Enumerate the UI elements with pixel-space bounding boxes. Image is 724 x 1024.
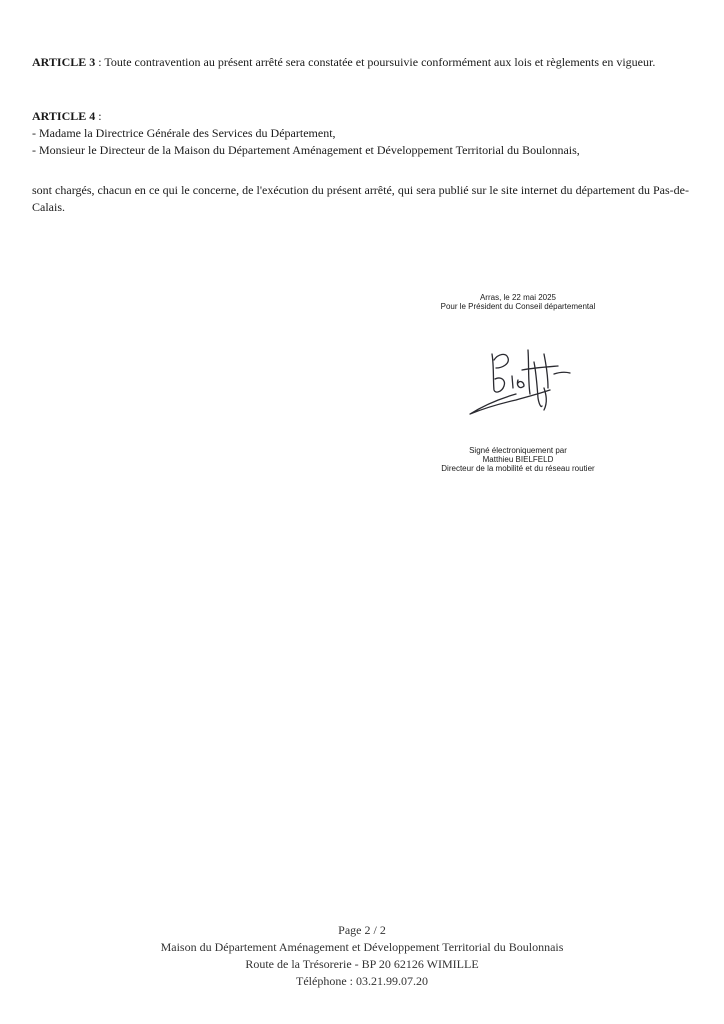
place-date: Arras, le 22 mai 2025 — [479, 293, 557, 302]
footer-phone: Téléphone : 03.21.99.07.20 — [296, 974, 428, 988]
signed-label: Signé électroniquement par — [469, 446, 567, 455]
signature-footer — [418, 446, 618, 473]
article-4-suffix: : — [95, 109, 102, 123]
article-4-heading — [32, 108, 689, 125]
article-3-paragraph — [32, 54, 689, 71]
article-4-label: ARTICLE 4 — [32, 109, 96, 123]
article-4 — [32, 108, 689, 159]
signer-title: Directeur de la mobilité et du réseau routier — [441, 464, 595, 473]
page-footer — [0, 922, 724, 990]
footer-organization: Maison du Département Aménagement et Développement Territorial du Boulonnais — [160, 940, 564, 954]
closing-text: sont chargés, chacun en ce qui le concerne, de l'exécution du présent arrêté, qui sera publié sur le site internet du département du Pas-de-Calais. — [32, 183, 689, 214]
signer-name: Matthieu BIELFELD — [482, 455, 554, 464]
article-4-item-2: - Monsieur le Directeur de la Maison du Département Aménagement et Développement Territorial du Boulonnais, — [32, 143, 580, 157]
on-behalf: Pour le Président du Conseil départemental — [440, 302, 596, 311]
footer-address: Route de la Trésorerie - BP 20 62126 WIMILLE — [245, 957, 479, 971]
signature-header — [418, 293, 618, 311]
handwritten-signature — [458, 342, 578, 422]
article-4-item-1: - Madame la Directrice Générale des Services du Département, — [32, 126, 336, 140]
closing-paragraph — [32, 182, 689, 216]
article-3-label: ARTICLE 3 — [32, 55, 96, 69]
article-3-text: : Toute contravention au présent arrêté sera constatée et poursuivie conformément aux lois et règlements en vigueur. — [95, 55, 656, 69]
page-number: Page 2 / 2 — [338, 923, 386, 937]
article-3 — [32, 54, 689, 71]
